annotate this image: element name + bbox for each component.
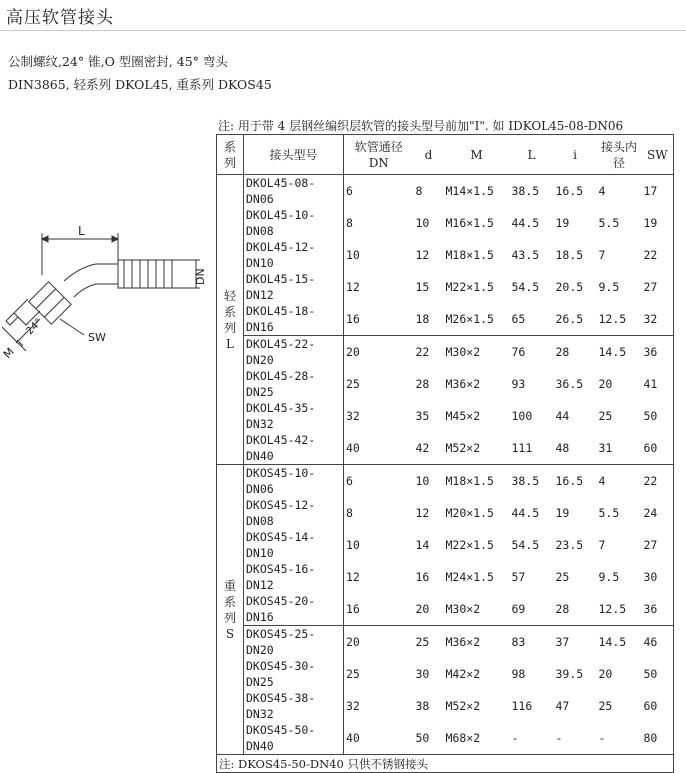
cell-bore: 9.5 bbox=[598, 280, 620, 294]
cell-l: 44.5 bbox=[511, 506, 540, 520]
heavy-series-row bbox=[217, 561, 674, 593]
cell-d: 16 bbox=[415, 570, 430, 584]
cell-sw: 46 bbox=[642, 626, 674, 659]
cell-i: 19 bbox=[555, 216, 570, 230]
cell-i: 19 bbox=[555, 506, 570, 520]
cell-l: 43.5 bbox=[511, 248, 540, 262]
cell-model: DKOS45-20-DN16 bbox=[244, 593, 344, 626]
cell-dn: 6 bbox=[346, 474, 353, 488]
table-note: 注: 用于带 4 层钢丝编织层软管的接头型号前加"I". 如 IDKOL45-08-DN06 bbox=[218, 119, 624, 133]
cell-bore: 25 bbox=[598, 699, 613, 713]
cell-m: M22×1.5 bbox=[445, 538, 494, 552]
label-DN: DN bbox=[194, 268, 207, 285]
cell-m: M36×2 bbox=[444, 626, 510, 659]
cell-d: 35 bbox=[415, 409, 430, 423]
header-l: L bbox=[510, 135, 554, 175]
cell-l: 111 bbox=[510, 432, 554, 465]
cell-i: 28 bbox=[554, 336, 597, 369]
cell-d: 42 bbox=[414, 432, 444, 465]
fitting-drawing bbox=[0, 215, 212, 375]
cell-l: 54.5 bbox=[511, 280, 540, 294]
cell-d: 12 bbox=[415, 248, 430, 262]
cell-m: M20×1.5 bbox=[445, 506, 494, 520]
cell-l: 83 bbox=[510, 626, 554, 659]
cell-m: M24×1.5 bbox=[445, 570, 494, 584]
cell-bore: 7 bbox=[598, 248, 606, 262]
cell-i: 28 bbox=[555, 602, 570, 616]
cell-i: - bbox=[554, 722, 597, 755]
cell-d: 8 bbox=[415, 184, 423, 198]
heavy-series-row bbox=[217, 593, 674, 626]
cell-dn: 32 bbox=[346, 409, 360, 423]
cell-sw: 36 bbox=[642, 336, 674, 369]
cell-m: M16×1.5 bbox=[445, 216, 494, 230]
cell-i: 23.5 bbox=[555, 538, 584, 552]
cell-dn: 8 bbox=[346, 216, 353, 230]
cell-bore: 9.5 bbox=[598, 570, 620, 584]
cell-model: DKOS45-25-DN20 bbox=[244, 626, 344, 659]
cell-dn: 16 bbox=[346, 602, 360, 616]
label-SW: SW bbox=[88, 331, 106, 344]
cell-l: 116 bbox=[511, 699, 533, 713]
cell-model: DKOL45-08-DN06 bbox=[244, 175, 344, 208]
label-24: 24° bbox=[24, 316, 45, 338]
cell-dn: 32 bbox=[346, 699, 360, 713]
cell-d: 30 bbox=[415, 667, 430, 681]
cell-dn: 20 bbox=[344, 336, 414, 369]
cell-sw: 30 bbox=[642, 561, 674, 593]
label-M: M bbox=[0, 345, 17, 362]
cell-i: 39.5 bbox=[555, 667, 584, 681]
header-i: i bbox=[554, 135, 597, 175]
cell-m: M18×1.5 bbox=[445, 474, 494, 488]
light-series-row bbox=[217, 271, 674, 303]
light-series-row bbox=[217, 207, 674, 239]
description-line-2: DIN3865, 轻系列 DKOL45, 重系列 DKOS45 bbox=[8, 77, 272, 92]
label-i: i bbox=[14, 337, 27, 350]
cell-dn: 12 bbox=[346, 280, 360, 294]
cell-dn: 8 bbox=[346, 506, 353, 520]
description-line-1: 公制螺纹,24° 锥,O 型圈密封, 45° 弯头 bbox=[8, 54, 228, 69]
cell-l: 38.5 bbox=[511, 474, 540, 488]
cell-l: 69 bbox=[511, 602, 526, 616]
cell-m: M36×2 bbox=[445, 377, 481, 391]
bend-outer-edge bbox=[64, 264, 96, 281]
cell-m: M14×1.5 bbox=[445, 184, 494, 198]
cell-sw: 50 bbox=[642, 400, 674, 432]
cell-d: 14 bbox=[415, 538, 430, 552]
cell-sw: 80 bbox=[642, 722, 674, 755]
cell-model: DKOS45-14-DN10 bbox=[244, 529, 344, 561]
title-divider bbox=[0, 30, 686, 31]
cell-i: 16.5 bbox=[555, 184, 584, 198]
cell-d: 22 bbox=[414, 336, 444, 369]
cell-model: DKOS45-10-DN06 bbox=[244, 465, 344, 498]
light-series-row bbox=[217, 336, 674, 369]
cell-model: DKOS45-16-DN12 bbox=[244, 561, 344, 593]
cell-m: M68×2 bbox=[444, 722, 510, 755]
light-series-body bbox=[217, 175, 674, 465]
cell-model: DKOS45-50-DN40 bbox=[244, 722, 344, 755]
cell-d: 10 bbox=[415, 474, 430, 488]
cell-m: M22×1.5 bbox=[445, 280, 494, 294]
cell-i: 16.5 bbox=[555, 474, 584, 488]
cell-i: 47 bbox=[555, 699, 570, 713]
cell-sw: 60 bbox=[642, 690, 674, 722]
cell-dn: 10 bbox=[346, 538, 360, 552]
cell-dn: 25 bbox=[346, 377, 360, 391]
cell-l: 100 bbox=[511, 409, 533, 423]
cell-m: M52×2 bbox=[445, 699, 481, 713]
heavy-series-body bbox=[217, 465, 674, 755]
cell-bore: 7 bbox=[598, 538, 606, 552]
cell-l: 93 bbox=[511, 377, 526, 391]
cell-d: 38 bbox=[415, 699, 430, 713]
cell-bore: 12.5 bbox=[598, 602, 627, 616]
cell-sw: 19 bbox=[642, 207, 674, 239]
header-m: M bbox=[444, 135, 510, 175]
cell-model: DKOL45-15-DN12 bbox=[244, 271, 344, 303]
heavy-series-row bbox=[217, 626, 674, 659]
cell-bore: 5.5 bbox=[598, 506, 620, 520]
cell-bore: 14.5 bbox=[597, 336, 642, 369]
cell-l: 44.5 bbox=[511, 216, 540, 230]
cell-sw: 22 bbox=[642, 465, 674, 498]
cell-d: 28 bbox=[415, 377, 430, 391]
light-series-row bbox=[217, 239, 674, 271]
cell-l: - bbox=[510, 722, 554, 755]
cell-i: 26.5 bbox=[555, 312, 584, 326]
heavy-series-row bbox=[217, 658, 674, 690]
heavy-series-label: 重 系 列 S bbox=[217, 465, 244, 755]
cell-model: DKOL45-42-DN40 bbox=[244, 432, 344, 465]
heavy-series-row bbox=[217, 690, 674, 722]
cell-m: M42×2 bbox=[445, 667, 481, 681]
cell-l: 76 bbox=[510, 336, 554, 369]
cell-dn: 40 bbox=[344, 722, 414, 755]
cell-sw: 27 bbox=[642, 529, 674, 561]
cell-m: M26×1.5 bbox=[445, 312, 494, 326]
cell-i: 25 bbox=[555, 570, 570, 584]
cell-bore: 20 bbox=[598, 377, 613, 391]
cell-model: DKOL45-35-DN32 bbox=[244, 400, 344, 432]
page-title: 高压软管接头 bbox=[6, 8, 114, 28]
cell-i: 37 bbox=[554, 626, 597, 659]
cell-model: DKOS45-38-DN32 bbox=[244, 690, 344, 722]
cell-sw: 24 bbox=[642, 497, 674, 529]
header-sw: SW bbox=[642, 135, 674, 175]
cell-i: 48 bbox=[554, 432, 597, 465]
cell-sw: 17 bbox=[642, 175, 674, 208]
cell-dn: 25 bbox=[346, 667, 360, 681]
cell-bore: 5.5 bbox=[598, 216, 620, 230]
cell-dn: 10 bbox=[346, 248, 360, 262]
light-series-label: 轻 系 列 L bbox=[217, 175, 244, 465]
cell-d: 18 bbox=[415, 312, 430, 326]
cell-sw: 32 bbox=[642, 303, 674, 336]
cell-m: M45×2 bbox=[445, 409, 481, 423]
cell-dn: 6 bbox=[346, 184, 353, 198]
cell-sw: 50 bbox=[642, 658, 674, 690]
cell-l: 98 bbox=[511, 667, 526, 681]
heavy-series-row bbox=[217, 497, 674, 529]
cell-d: 12 bbox=[415, 506, 430, 520]
cell-l: 54.5 bbox=[511, 538, 540, 552]
cell-bore: 31 bbox=[597, 432, 642, 465]
cell-model: DKOL45-18-DN16 bbox=[244, 303, 344, 336]
cell-bore: 20 bbox=[598, 667, 613, 681]
cell-d: 10 bbox=[415, 216, 430, 230]
cell-bore: 4 bbox=[598, 184, 606, 198]
cell-m: M30×2 bbox=[444, 336, 510, 369]
header-series: 系列 bbox=[217, 135, 244, 175]
cell-bore: 12.5 bbox=[598, 312, 627, 326]
cell-sw: 41 bbox=[642, 368, 674, 400]
light-series-row bbox=[217, 303, 674, 336]
cell-dn: 20 bbox=[344, 626, 414, 659]
heavy-series-row bbox=[217, 465, 674, 498]
header-joint-bore: 接头内径 bbox=[597, 135, 642, 175]
cell-bore: 4 bbox=[598, 474, 606, 488]
cell-sw: 27 bbox=[642, 271, 674, 303]
cell-bore: 14.5 bbox=[597, 626, 642, 659]
cell-model: DKOL45-22-DN20 bbox=[244, 336, 344, 369]
cell-model: DKOS45-30-DN25 bbox=[244, 658, 344, 690]
bend-inner-edge bbox=[74, 284, 96, 297]
cell-m: M52×2 bbox=[444, 432, 510, 465]
cell-m: M30×2 bbox=[445, 602, 481, 616]
light-series-row bbox=[217, 175, 674, 208]
footnote: 注: DKOS45-50-DN40 只供不锈钢接头 bbox=[217, 755, 674, 773]
cell-sw: 36 bbox=[642, 593, 674, 626]
cell-model: DKOL45-10-DN08 bbox=[244, 207, 344, 239]
cell-d: 20 bbox=[415, 602, 430, 616]
header-hose-bore: 软管通径 DN bbox=[344, 135, 414, 175]
cell-i: 20.5 bbox=[555, 280, 584, 294]
cell-bore: - bbox=[597, 722, 642, 755]
cell-model: DKOL45-28-DN25 bbox=[244, 368, 344, 400]
cell-i: 44 bbox=[555, 409, 570, 423]
cell-model: DKOL45-12-DN10 bbox=[244, 239, 344, 271]
cell-dn: 40 bbox=[344, 432, 414, 465]
cell-bore: 25 bbox=[598, 409, 613, 423]
cell-dn: 12 bbox=[346, 570, 360, 584]
spec-table bbox=[216, 134, 674, 773]
cell-sw: 22 bbox=[642, 239, 674, 271]
light-series-row bbox=[217, 368, 674, 400]
heavy-series-row bbox=[217, 529, 674, 561]
cell-l: 65 bbox=[511, 312, 526, 326]
light-series-row bbox=[217, 400, 674, 432]
cell-d: 25 bbox=[414, 626, 444, 659]
cell-dn: 16 bbox=[346, 312, 360, 326]
cell-model: DKOS45-12-DN08 bbox=[244, 497, 344, 529]
cell-d: 50 bbox=[414, 722, 444, 755]
heavy-series-row bbox=[217, 722, 674, 755]
cell-l: 38.5 bbox=[511, 184, 540, 198]
label-L: L bbox=[78, 224, 85, 238]
light-series-row bbox=[217, 432, 674, 465]
header-d: d bbox=[414, 135, 444, 175]
cell-sw: 60 bbox=[642, 432, 674, 465]
cell-d: 15 bbox=[415, 280, 430, 294]
cell-l: 57 bbox=[511, 570, 526, 584]
header-model: 接头型号 bbox=[244, 135, 344, 175]
cell-i: 36.5 bbox=[555, 377, 584, 391]
cell-m: M18×1.5 bbox=[445, 248, 494, 262]
cell-i: 18.5 bbox=[555, 248, 584, 262]
